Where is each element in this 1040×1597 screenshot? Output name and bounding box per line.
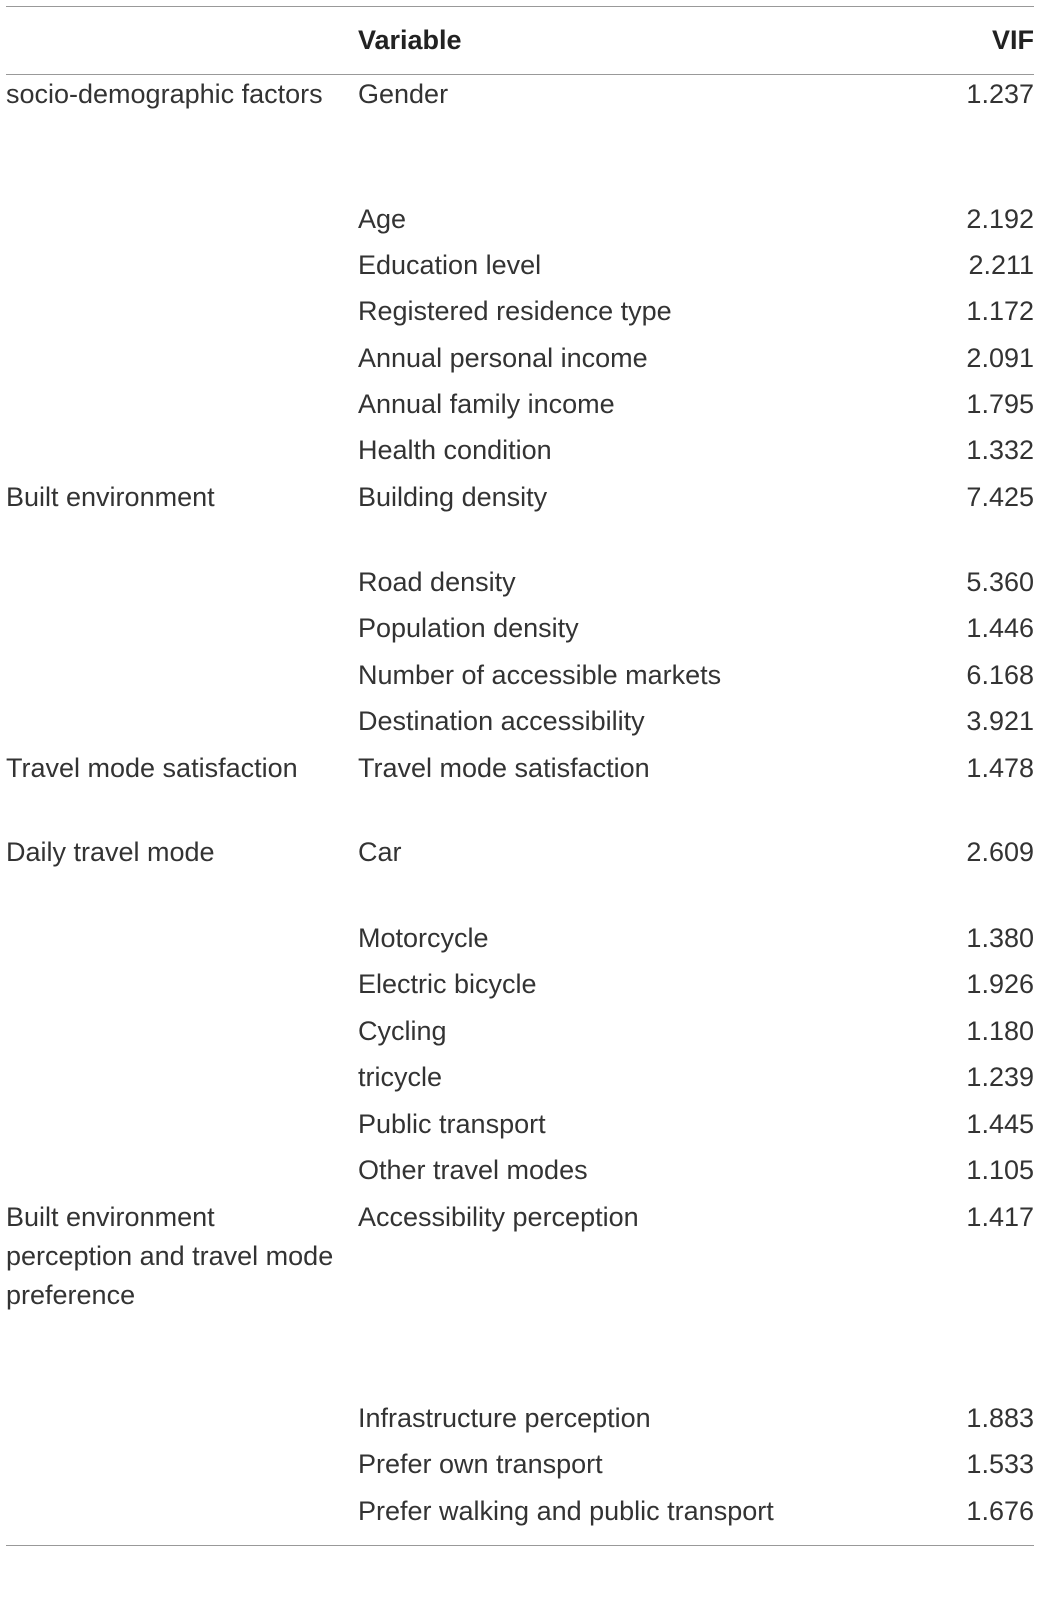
vif-cell: 3.921 [966,705,1034,736]
header-row [6,7,1034,75]
vif-cell: 6.168 [966,659,1034,690]
table-row [6,1445,1034,1492]
variable-cell: Public transport [358,1108,546,1139]
variable-cell: Accessibility perception [358,1201,639,1232]
variable-cell: Building density [358,481,548,512]
vif-cell: 2.211 [968,249,1034,280]
group-cell [6,1492,358,1546]
table-row [6,965,1034,1012]
variable-cell: tricycle [358,1061,443,1092]
table-row [6,609,1034,656]
vif-cell: 1.237 [966,79,1034,109]
variable-cell: Motorcycle [358,922,489,953]
table-row [6,919,1034,965]
group-cell [6,656,358,702]
vif-cell: 5.360 [966,566,1034,597]
variable-cell: Population density [358,612,579,643]
table-row [6,1012,1034,1058]
group-cell [6,965,358,1012]
vif-cell: 1.105 [966,1154,1034,1185]
variable-cell: Gender [358,79,449,109]
vif-cell: 1.445 [966,1108,1034,1139]
table-row [6,1151,1034,1198]
header-variable: Variable [358,25,462,55]
table-body [6,75,1034,1546]
variable-cell: Annual personal income [358,342,648,373]
table-row [6,478,1034,563]
table-row [6,246,1034,292]
table-row [6,339,1034,385]
table-row [6,385,1034,431]
variable-cell: Annual family income [358,388,615,419]
table-row [6,1198,1034,1399]
group-cell: Travel mode satisfaction [6,752,298,783]
table-row [6,702,1034,749]
vif-cell: 7.425 [966,481,1034,512]
table-row [6,833,1034,919]
vif-cell: 1.926 [966,968,1034,999]
group-cell [6,1012,358,1058]
vif-cell: 1.180 [966,1015,1034,1046]
variable-cell: Registered residence type [358,295,672,326]
table-row [6,75,1034,200]
variable-cell: Road density [358,566,516,597]
group-cell [6,609,358,656]
table-header [6,7,1034,75]
table-row [6,656,1034,702]
group-cell [6,339,358,385]
vif-cell: 1.239 [966,1061,1034,1092]
group-cell [6,1058,358,1105]
vif-cell: 1.795 [966,388,1034,419]
group-cell [6,385,358,431]
table-row [6,431,1034,478]
group-cell: socio-demographic factors [6,79,323,109]
variable-cell: Travel mode satisfaction [358,752,650,783]
variable-cell: Education level [358,249,542,280]
table-row [6,200,1034,246]
table-row [6,1399,1034,1445]
group-cell [6,1105,358,1151]
table-row [6,1105,1034,1151]
vif-table [6,6,1034,1546]
variable-cell: Cycling [358,1015,447,1046]
group-cell [6,1445,358,1492]
group-cell [6,1399,358,1445]
variable-cell: Number of accessible markets [358,659,722,690]
header-group [6,7,358,75]
vif-cell: 1.417 [966,1201,1034,1232]
variable-cell: Other travel modes [358,1154,588,1185]
group-cell [6,292,358,339]
table-row [6,1492,1034,1546]
table-row [6,749,1034,833]
variable-cell: Prefer own transport [358,1448,603,1479]
vif-cell: 1.533 [966,1448,1034,1479]
variable-cell: Age [358,203,407,234]
group-cell [6,702,358,749]
group-cell [6,246,358,292]
vif-cell: 1.332 [966,434,1034,465]
variable-cell: Infrastructure perception [358,1402,651,1433]
variable-cell: Car [358,836,402,867]
vif-cell: 2.192 [966,203,1034,234]
variable-cell: Prefer walking and public transport [358,1495,774,1526]
vif-cell: 1.380 [966,922,1034,953]
group-cell [6,919,358,965]
table-row [6,563,1034,609]
group-cell [6,431,358,478]
vif-cell: 1.172 [966,295,1034,326]
variable-cell: Destination accessibility [358,705,645,736]
vif-cell: 2.091 [966,342,1034,373]
table-row [6,1058,1034,1105]
group-cell: Built environment perception and travel mode preference [6,1201,334,1310]
vif-cell: 1.446 [966,612,1034,643]
group-cell [6,1151,358,1198]
group-cell: Built environment [6,481,215,512]
vif-cell: 1.676 [966,1495,1034,1526]
vif-cell: 2.609 [966,836,1034,867]
header-vif: VIF [991,25,1034,55]
group-cell: Daily travel mode [6,836,215,867]
group-cell [6,200,358,246]
vif-cell: 1.478 [966,752,1034,783]
group-cell [6,563,358,609]
vif-cell: 1.883 [966,1402,1034,1433]
table-row [6,292,1034,339]
variable-cell: Electric bicycle [358,968,537,999]
variable-cell: Health condition [358,434,552,465]
